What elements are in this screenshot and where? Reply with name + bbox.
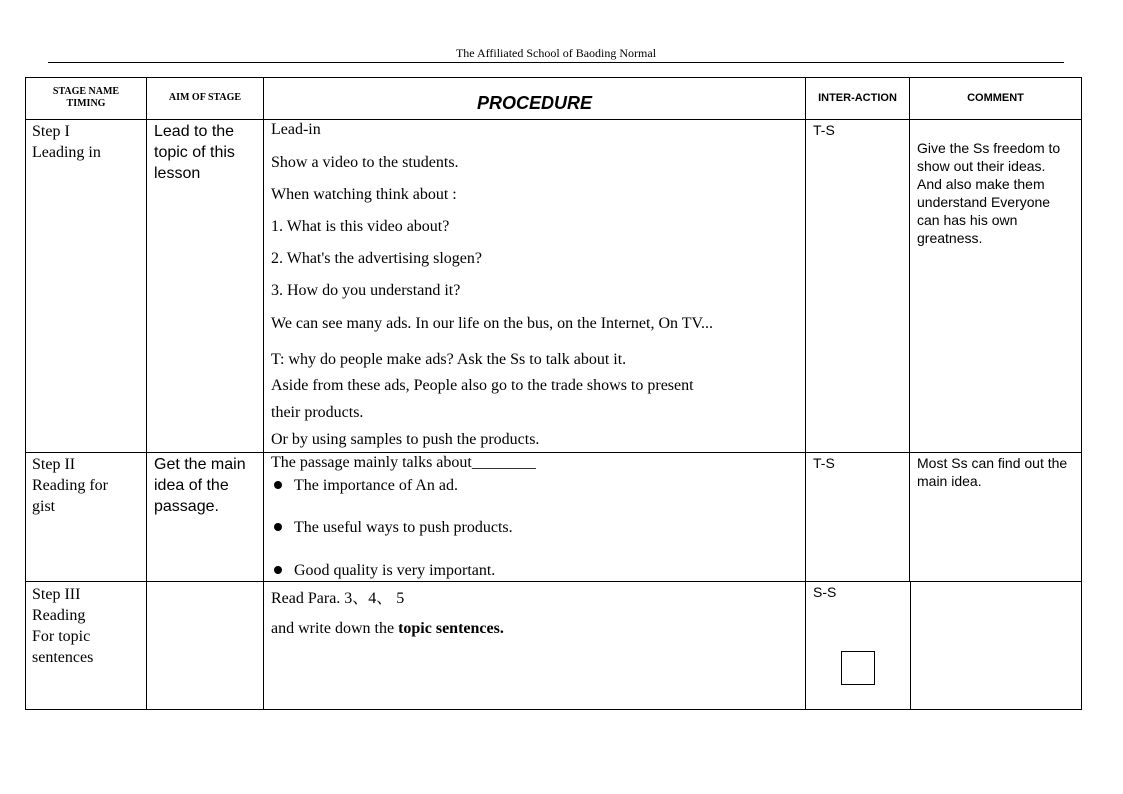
row2-aim: Get the main idea of the passage. — [154, 456, 246, 515]
row1-interaction: T-S — [813, 122, 835, 138]
empty-checkbox — [841, 651, 875, 685]
row-divider-1 — [25, 452, 1082, 453]
row1-procedure-line: Aside from these ads, People also go to the trade shows to present — [271, 377, 694, 394]
table-border-left — [25, 77, 26, 710]
row2-comment: Most Ss can find out the main idea. — [917, 455, 1068, 489]
row1-procedure-line: T: why do people make ads? Ask the Ss to talk about it. — [271, 351, 627, 368]
row2-bullet-text: Good quality is very important. — [294, 562, 496, 579]
row3-stage-line: Reading — [32, 607, 86, 624]
row3-stage-line: Step III — [32, 586, 81, 603]
header-timing-line: TIMING — [66, 98, 106, 109]
table-border-top — [25, 77, 1082, 78]
row3-interaction: S-S — [813, 584, 837, 600]
table-border-bottom — [25, 709, 1082, 710]
row2-stage — [32, 454, 142, 517]
row2-bullet-item — [271, 562, 495, 580]
column-divider-aim — [146, 77, 147, 710]
row-divider-2 — [25, 581, 1082, 582]
row1-procedure-line: When watching think about : — [271, 186, 457, 203]
row1-procedure-line: Lead-in — [271, 121, 321, 138]
row1-procedure-line: We can see many ads. In our life on the bus, on the Internet, On TV... — [271, 315, 714, 332]
row3-procedure-text: and write down the — [271, 620, 399, 637]
bullet-icon — [274, 481, 282, 489]
row1-aim: Lead to the topic of this lesson — [154, 123, 235, 182]
table-border-right — [1081, 77, 1082, 710]
header-stage-name — [26, 86, 146, 110]
row2-bullet-text: The importance of An ad. — [294, 477, 458, 494]
row2-stage-line: Reading for — [32, 477, 108, 494]
header-stage-name-line: STAGE NAME — [52, 86, 120, 97]
row3-stage-line: sentences — [32, 649, 94, 666]
header-aim-of-stage: AIM OF STAGE — [168, 92, 242, 103]
row3-stage — [32, 584, 142, 668]
row1-stage-line: Step I — [32, 123, 70, 140]
row3-procedure-line: Read Para. 3、4、 5 — [271, 590, 405, 607]
row1-procedure-line: Or by using samples to push the products. — [271, 431, 540, 448]
row2-bullet-item — [271, 519, 513, 537]
row1-procedure-line: their products. — [271, 404, 364, 421]
row3-procedure-emphasis: topic sentences. — [398, 620, 504, 637]
row2-stage-line: gist — [32, 498, 56, 515]
document-header: The Affiliated School of Baoding Normal — [48, 46, 1064, 63]
row1-comment: Give the Ss freedom to show out their ideas. And also make them understand Everyone can has his own greatness. — [917, 140, 1061, 246]
bullet-icon — [274, 566, 282, 574]
row1-stage — [32, 121, 142, 163]
row2-bullet-item — [271, 477, 458, 495]
row3-procedure-line — [271, 620, 504, 638]
column-divider-comment-lower — [910, 581, 911, 710]
row1-procedure-line: Show a video to the students. — [271, 154, 459, 171]
row1-procedure-line: 3. How do you understand it? — [271, 282, 461, 299]
row2-procedure-intro: The passage mainly talks about________ — [271, 454, 536, 471]
bullet-icon — [274, 523, 282, 531]
row3-stage-line: For topic — [32, 628, 91, 645]
table-header-divider — [25, 119, 1082, 120]
row1-procedure-line: 1. What is this video about? — [271, 218, 450, 235]
row1-stage-line: Leading in — [32, 144, 101, 161]
row2-stage-line: Step II — [32, 456, 76, 473]
header-inter-action: INTER-ACTION — [818, 92, 897, 104]
row2-interaction: T-S — [813, 455, 835, 471]
column-divider-interaction — [805, 77, 806, 710]
header-comment: COMMENT — [967, 92, 1024, 104]
column-divider-comment — [909, 77, 910, 582]
column-divider-procedure — [263, 77, 264, 710]
header-procedure: PROCEDURE — [476, 93, 592, 113]
row2-bullet-text: The useful ways to push products. — [294, 519, 513, 536]
row1-procedure-line: 2. What's the advertising slogen? — [271, 250, 482, 267]
